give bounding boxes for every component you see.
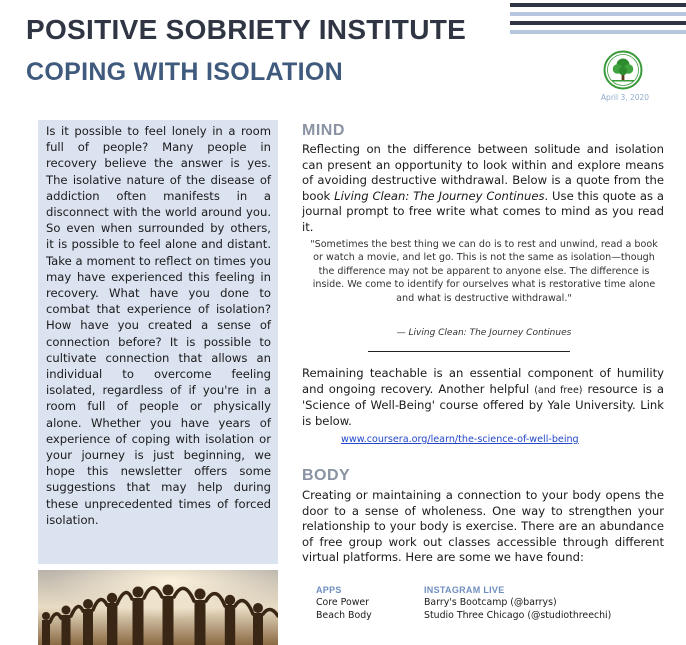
mind-paragraph-2-text-end: resource is a 'Science of Well-Being' course offered by Yale University. Link is below. bbox=[302, 381, 664, 428]
book-title: Living Clean: The Journey Continues bbox=[334, 188, 545, 203]
stripe bbox=[510, 3, 686, 7]
instagram-heading: INSTAGRAM LIVE bbox=[424, 585, 505, 595]
body-heading: BODY bbox=[302, 467, 351, 484]
intro-text: Is it possible to feel lonely in a room full of people? Many people in recovery believe the answer is yes. The isolative nature of the disease of addiction often manifests in a disconnect with the world around you. So even when surrounded by others, it is possible to feel alone and distant. Take a moment to reflect on times you may have experienced this feeling in recovery. What have you done to combat that experience of isolation? How have you created a sense of connection before? It is possible to cultivate connection that allows an individual to overcome feeling isolated, regardless of if you're in a room full of people or physically alone. Whether you have years of experience of coping with isolation or your journey is just beginning, we hope this newsletter offers some suggestions that may help during these unprecedented times of forced isolation. bbox=[46, 124, 271, 527]
mind-paragraph-1-text-end: . Use this quote as a journal prompt to free write what comes to mind as you read it. bbox=[302, 188, 664, 234]
stripe bbox=[510, 30, 686, 34]
app-item: Beach Body bbox=[316, 610, 372, 621]
people-holding-hands-photo bbox=[38, 570, 278, 645]
mind-paragraph-2-text: Remaining teachable is an essential component of humility and ongoing recovery. Another helpful bbox=[302, 366, 664, 396]
body-paragraph: Creating or maintaining a connection to your body opens the door to a sense of wholeness. One way to strengthen your relationship to your body is exercise. There are an abundance of free group work out classes accessible through different virtual platforms. Here are some we have found: bbox=[302, 488, 664, 564]
journal-quote: "Sometimes the best thing we can do is to rest and unwind, read a book or watch a movie, and let go. This is not the same as isolation—though the difference may not be apparent to anyone else. The difference is inside. We come to identify for ourselves what is restorative time alone and what is destructive withdrawal." bbox=[310, 239, 658, 304]
newsletter-date: April 3, 2020 bbox=[600, 93, 650, 102]
coursera-link[interactable]: www.coursera.org/learn/the-science-of-well-being bbox=[341, 434, 579, 445]
quote-source: — Living Clean: The Journey Continues bbox=[396, 328, 572, 338]
mind-paragraph-1 bbox=[302, 142, 664, 235]
free-note: (and free) bbox=[534, 384, 583, 396]
mind-paragraph-1-text: Reflecting on the difference between solitude and isolation can present an opportunity to look within and explore means of avoiding destructive withdrawal. Below is a quote from the book bbox=[302, 142, 664, 203]
stripe bbox=[510, 21, 686, 25]
stripe bbox=[510, 12, 686, 16]
newsletter-title: POSITIVE SOBRIETY INSTITUTE bbox=[26, 14, 467, 45]
tree-logo-icon bbox=[603, 50, 643, 90]
instagram-item: Studio Three Chicago (@studiothreechi) bbox=[424, 610, 612, 621]
mind-heading: MIND bbox=[302, 122, 345, 139]
apps-heading: APPS bbox=[316, 585, 342, 595]
mind-paragraph-2 bbox=[302, 366, 664, 429]
intro-box bbox=[38, 120, 278, 564]
header-stripes bbox=[510, 0, 686, 40]
app-item: Core Power bbox=[316, 597, 370, 608]
section-divider bbox=[368, 351, 570, 352]
instagram-item: Barry's Bootcamp (@barrys) bbox=[424, 597, 557, 608]
newsletter-subtitle: COPING WITH ISOLATION bbox=[26, 58, 343, 86]
